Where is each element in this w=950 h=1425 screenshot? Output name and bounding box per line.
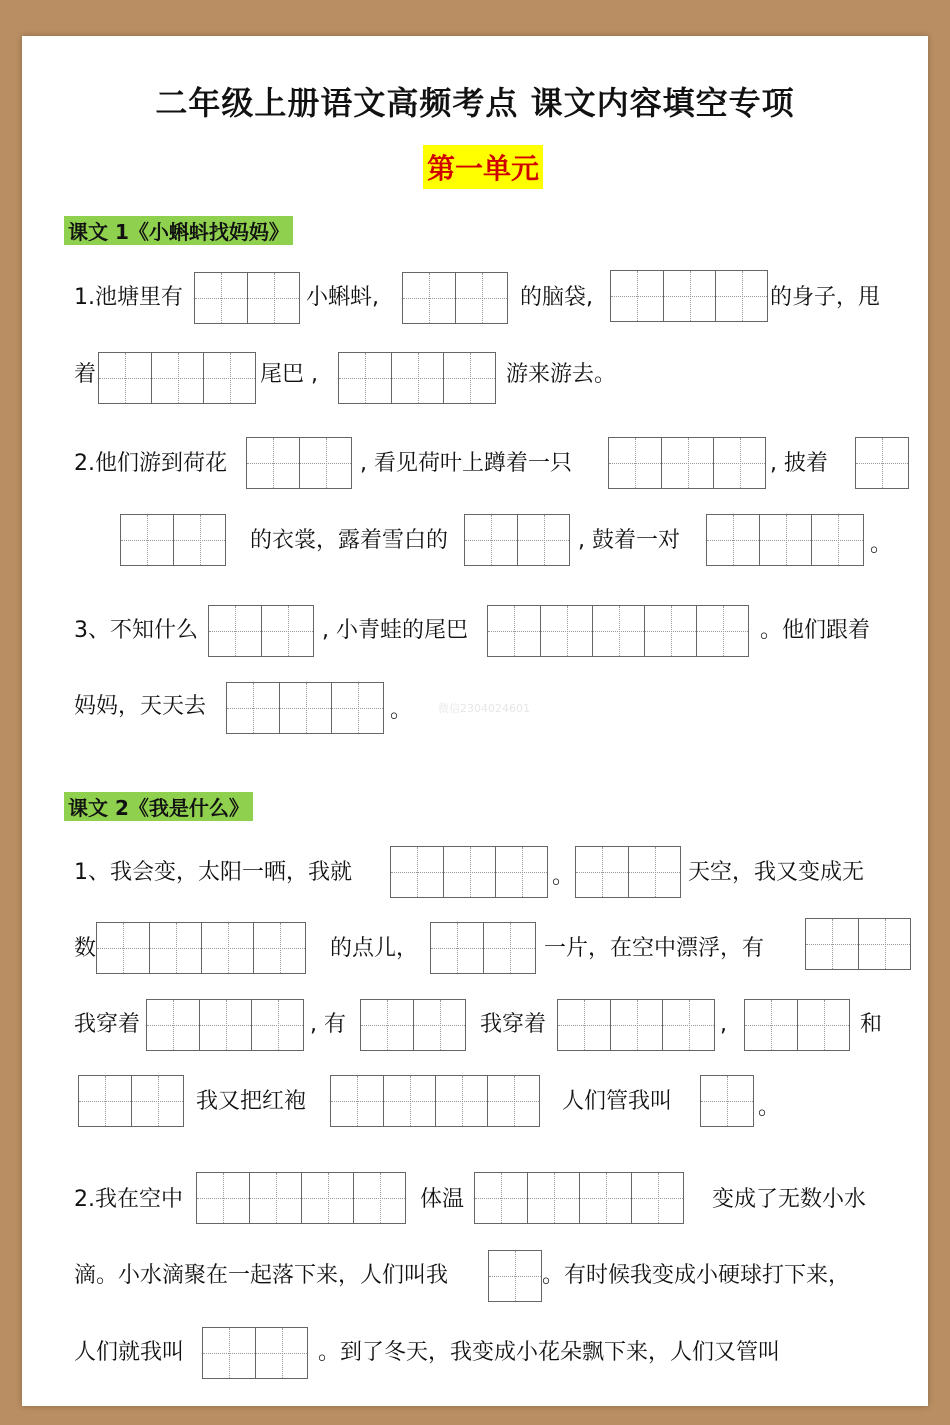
q3-text-e: 。: [390, 698, 413, 723]
p2-text-f: 人们就我叫: [74, 1340, 185, 1365]
answer-box[interactable]: [196, 1172, 406, 1224]
answer-box[interactable]: [202, 1327, 308, 1379]
answer-box[interactable]: [487, 605, 749, 657]
q3-text-d: 妈妈，天天去: [74, 694, 207, 719]
p1-text-h: , 有: [310, 1012, 346, 1037]
answer-box[interactable]: [557, 999, 715, 1051]
answer-box[interactable]: [430, 922, 536, 974]
answer-box[interactable]: [330, 1075, 540, 1127]
p1-text-n: 。: [758, 1095, 781, 1120]
q2-text-c: , 披着: [770, 451, 828, 476]
p2-text-c: 变成了无数小水: [712, 1187, 867, 1212]
q2-text-a: 2.他们游到荷花: [74, 451, 227, 476]
p1-text-l: 我又把红袍: [196, 1089, 307, 1114]
q2-text-b: , 看见荷叶上蹲着一只: [360, 451, 572, 476]
q1-text-c: 的脑袋,: [520, 285, 593, 310]
p1-text-e: 的点儿，: [330, 936, 419, 961]
p1-text-j: ,: [720, 1012, 727, 1037]
p2-text-g: 。到了冬天，我变成小花朵飘下来，人们又管叫: [318, 1340, 781, 1365]
p2-text-a: 2.我在空中: [74, 1187, 183, 1212]
answer-box[interactable]: [208, 605, 314, 657]
p1-text-a: 1、我会变，太阳一晒，我就: [74, 860, 352, 885]
q2-text-e: , 鼓着一对: [578, 528, 680, 553]
p1-text-k: 和: [860, 1012, 883, 1037]
answer-box[interactable]: [194, 272, 300, 324]
answer-box[interactable]: [474, 1172, 684, 1224]
answer-box[interactable]: [226, 682, 384, 734]
p1-text-c: 天空，我又变成无: [688, 860, 865, 885]
answer-box[interactable]: [402, 272, 508, 324]
q2-text-f: 。: [870, 532, 893, 557]
answer-box[interactable]: [744, 999, 850, 1051]
answer-box[interactable]: [855, 437, 909, 489]
p2-text-d: 滴。小水滴聚在一起落下来，人们叫我: [74, 1263, 449, 1288]
unit-heading: 第一单元: [423, 145, 543, 189]
q1-text-d: 的身子，甩: [770, 285, 881, 310]
answer-box[interactable]: [390, 846, 548, 898]
answer-box[interactable]: [338, 352, 496, 404]
answer-box[interactable]: [464, 514, 570, 566]
lesson-2-heading: 课文 2《我是什么》: [64, 792, 253, 821]
q1-text-b: 小蝌蚪,: [306, 285, 379, 310]
answer-box[interactable]: [700, 1075, 754, 1127]
p1-text-f: 一片，在空中漂浮，有: [544, 936, 765, 961]
answer-box[interactable]: [706, 514, 864, 566]
answer-box[interactable]: [120, 514, 226, 566]
p2-text-e: 。有时候我变成小硬球打下来，: [542, 1263, 851, 1288]
answer-box[interactable]: [575, 846, 681, 898]
answer-box[interactable]: [96, 922, 306, 974]
answer-box[interactable]: [608, 437, 766, 489]
q1-text-f: 尾巴 ,: [260, 362, 318, 387]
q1-text-a: 1.池塘里有: [74, 285, 183, 310]
answer-box[interactable]: [146, 999, 304, 1051]
page-title: 二年级上册语文高频考点 课文内容填空专项: [155, 84, 795, 122]
p2-text-b: 体温: [420, 1187, 465, 1212]
answer-box[interactable]: [610, 270, 768, 322]
watermark: 微信2304024601: [438, 702, 530, 715]
p1-text-d: 数: [74, 936, 97, 961]
answer-box[interactable]: [98, 352, 256, 404]
q3-text-c: 。他们跟着: [760, 618, 871, 643]
q3-text-a: 3、不知什么: [74, 618, 198, 643]
answer-box[interactable]: [805, 918, 911, 970]
answer-box[interactable]: [360, 999, 466, 1051]
p1-text-g: 我穿着: [74, 1012, 141, 1037]
q1-text-e: 着: [74, 362, 97, 387]
q1-text-g: 游来游去。: [506, 362, 617, 387]
q2-text-d: 的衣裳，露着雪白的: [250, 528, 449, 553]
p1-text-b: 。: [552, 864, 575, 889]
answer-box[interactable]: [246, 437, 352, 489]
q3-text-b: , 小青蛙的尾巴: [322, 618, 468, 643]
p1-text-m: 人们管我叫: [562, 1089, 673, 1114]
lesson-1-heading: 课文 1《小蝌蚪找妈妈》: [64, 216, 293, 245]
answer-box[interactable]: [78, 1075, 184, 1127]
answer-box[interactable]: [488, 1250, 542, 1302]
p1-text-i: 我穿着: [480, 1012, 547, 1037]
